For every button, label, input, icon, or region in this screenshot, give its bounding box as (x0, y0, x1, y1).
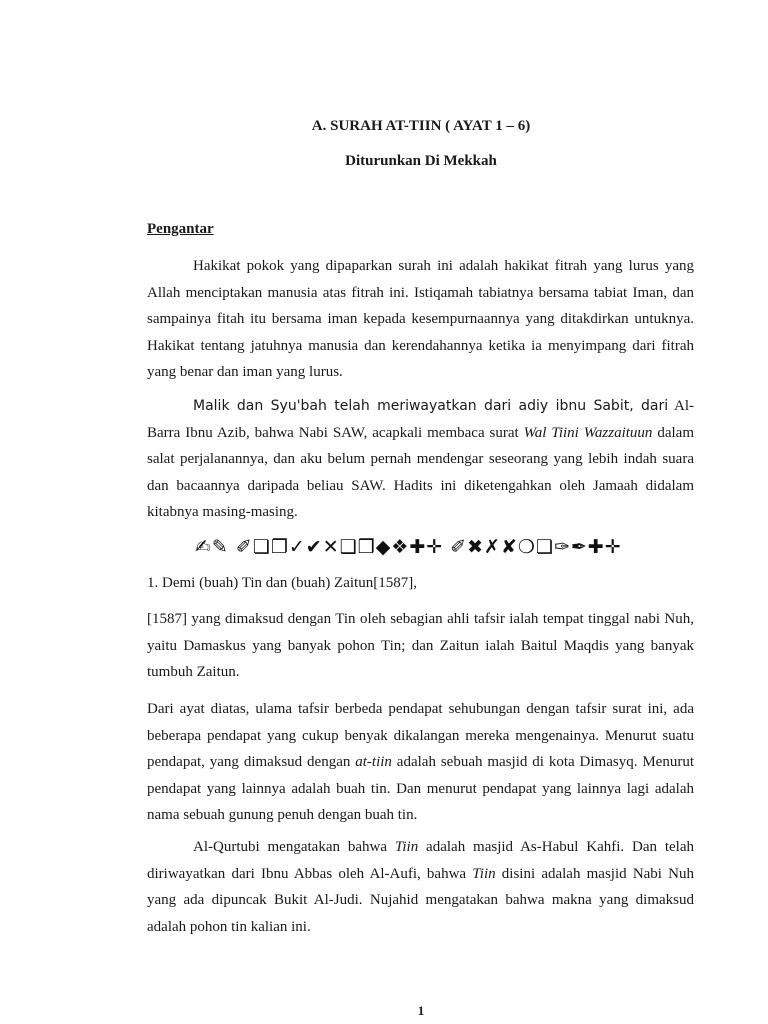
paragraph-qurtubi-text-b: adalah masjid As-Habul Kahfi. Dan telah diriwayatkan dari Ibnu Abbas oleh Al-Aufi, bahwa (147, 839, 694, 882)
surah-name-italic: Wal Tiini Wazzaituun (523, 424, 653, 441)
paragraph-intro: Hakikat pokok yang dipaparkan surah ini adalah hakikat fitrah yang lurus yang Allah menciptakan manusia atas fitrah ini. Istiqamah tabiatnya bersama tabiat Iman, dan sampainya fitah itu bersama iman kepada kesempurnaannya yang ditakdirkan untuknya. Hakikat tentang jatuhnya manusia dan kerendahannya ketika ia menyimpang dari fitrah yang benar dan iman yang lurus. (147, 258, 694, 380)
paragraph-hadith (147, 393, 694, 526)
term-at-tiin: at-tiin (355, 754, 392, 770)
paragraph-tafsir-text-b: adalah sebuah masjid di kota Dimasyq. Menurut pendapat yang lainnya adalah buah tin. Dan menurut pendapat yang lainnya lagi adalah nama sebuah gunung penuh dengan buah tin. (147, 754, 694, 823)
paragraph-hadith-text-a: Al-Barra Ibnu Azib, bahwa Nabi SAW, acapkali membaca surat (147, 398, 694, 441)
verse-translation: 1. Demi (buah) Tin dan (buah) Zaitun[1587], (147, 575, 417, 591)
paragraph-tafsir (147, 696, 694, 829)
term-tiin-1: Tiin (394, 839, 419, 855)
surah-title: A. SURAH AT-TIIN ( AYAT 1 – 6) (311, 118, 531, 134)
arabic-verse-glyphs: ✍✎ ✐❏❐✓✔✕❑❒◆❖✚✛ ✐✖✗✘❍❏✑✒✚✛ (195, 536, 622, 558)
paragraph-tafsir-text-a: Dari ayat diatas, ulama tafsir berbeda pendapat sehubungan dengan tafsir surat ini, ada beberapa pendapat yang cukup benyak dikalangan mereka mengenainya. Menurut suatu pendapat, yang dimaksud dengan (147, 701, 694, 770)
page-number: 1 (417, 1003, 425, 1018)
paragraph-qurtubi-text-c: disini adalah masjid Nabi Nuh yang ada dipuncak Bukit Al-Judi. Nujahid mengatakan bahwa makna yang dimaksud adalah pohon tin kalian ini. (147, 865, 694, 935)
footnote-1587: [1587] yang dimaksud dengan Tin oleh sebagian ahli tafsir ialah tempat tinggal nabi Nuh, yaitu Damaskus yang banyak pohon Tin; dan Zaitun ialah Baitul Maqdis yang banyak tumbuh Zaitun. (147, 611, 694, 680)
paragraph-qurtubi-text-a: Al-Qurtubi mengatakan bahwa (193, 839, 395, 855)
paragraph-qurtubi (147, 834, 694, 940)
term-tiin-2: Tiin (472, 865, 496, 882)
surah-subtitle: Diturunkan Di Mekkah (345, 153, 497, 169)
section-heading: Pengantar (147, 221, 214, 237)
paragraph-hadith-text-b: dalam salat perjalanannya, dan aku belum pernah mendengar seseorang yang lebih indah suara dan bacaannya daripada beliau SAW. Hadits ini diketengahkan oleh Jamaah didalam kitabnya masing-masing. (147, 424, 694, 520)
paragraph-hadith-script-text: Malik dan Syu'bah telah meriwayatkan dari adiy ibnu Sabit, dari (193, 398, 669, 414)
